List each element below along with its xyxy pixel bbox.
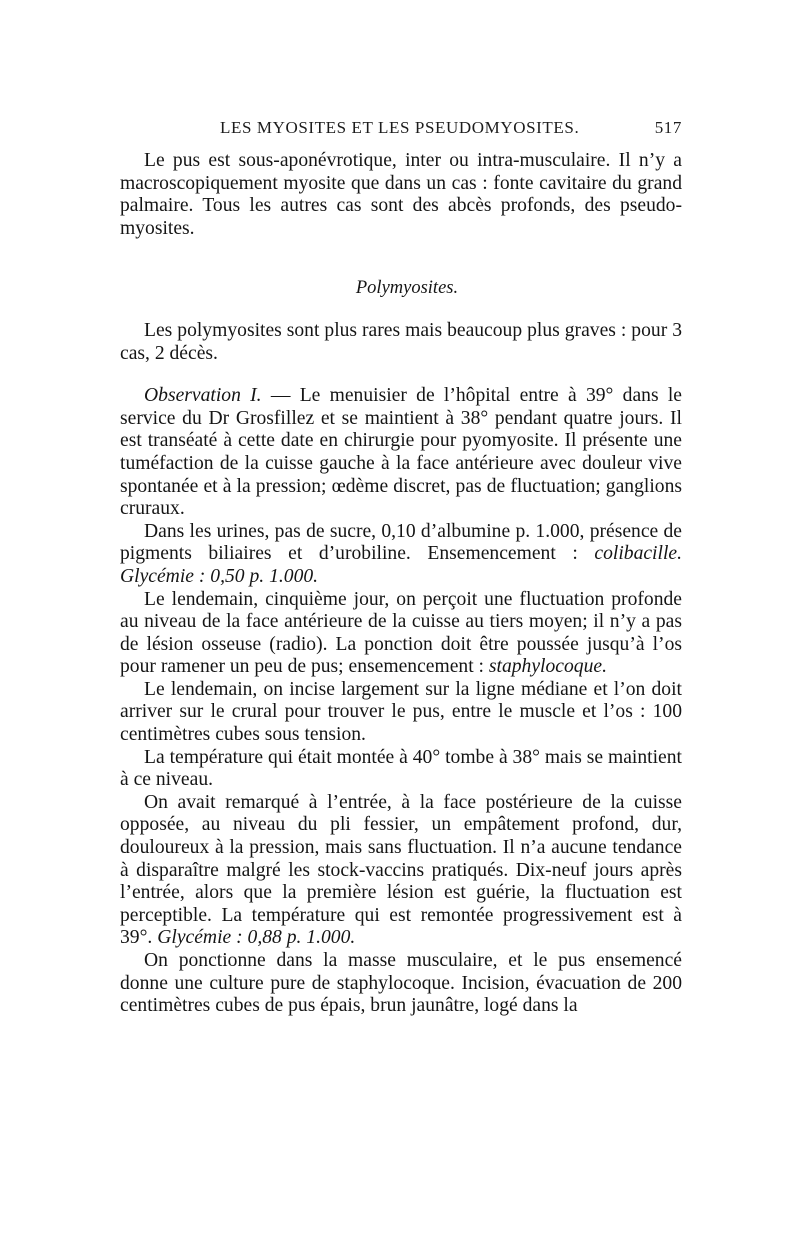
paragraph-observation: [120, 385, 682, 521]
paragraph-temperature: La température qui était montée à 40° tombe à 38° mais se maintient à ce niveau.: [120, 746, 682, 791]
paragraph-fluctuation: [120, 589, 682, 679]
posterior-text: On avait remarqué à l’entrée, à la face postérieure de la cuisse opposée, au niveau du pli fessier, un empâtement profond, dur, douloureux à la pression, mais sans fluctuation. Il n’a aucune tendance à disparaître malgré les stock-vaccins pratiqués. Dix-neuf jours après l’entrée, alors que la première lésion est guérie, la fluctuation est perceptible. La température qui est remontée progressivement est à 39°.: [120, 791, 682, 949]
paragraph-incision: Le lendemain, on incise largement sur la ligne médiane et l’on doit arriver sur le crural pour trouver le pus, entre le muscle et l’os : 100 centimètres cubes sous tension.: [120, 678, 682, 746]
paragraph-puncture: On ponctionne dans la masse musculaire, et le pus ensemencé donne une culture pure de staphylocoque. Incision, évacuation de 200 centimètres cubes de pus épais, brun jaunâtre, logé dans la: [120, 950, 682, 1017]
fluctuation-italic: staphylocoque.: [488, 656, 607, 678]
page-body: [120, 150, 682, 1018]
observation-label: Observation I.: [144, 385, 262, 407]
page-number: 517: [654, 118, 682, 137]
running-title: LES MYOSITES ET LES PSEUDOMYOSITES.: [220, 118, 580, 137]
paragraph-polymyosites: Les polymyosites sont plus rares mais beaucoup plus graves : pour 3 cas, 2 décès.: [120, 319, 682, 364]
section-title: Polymyosites.: [355, 278, 459, 299]
fluctuation-text: Le lendemain, cinquième jour, on perçoit une fluctuation profonde au niveau de la face antérieure de la cuisse au tiers moyen; il n’y a pas de lésion osseuse (radio). La ponction doit être poussée jusqu’à l’os pour ramener un peu de pus; ensemencement :: [120, 588, 682, 678]
observation-text: — Le menuisier de l’hôpital entre à 39° dans le service du Dr Grosfillez et se maintient à 38° pendant quatre jours. Il est transéaté à cette date en chirurgie pour pyomyosite. Il présente une tuméfaction de la cuisse gauche à la face antérieure avec douleur vive spontanée et à la pression; œdème discret, pas de fluctuation; ganglions cruraux.: [120, 385, 682, 520]
urines-text: Dans les urines, pas de sucre, 0,10 d’albumine p. 1.000, présence de pigments biliaires et d’urobiline. Ensemencement :: [120, 520, 682, 565]
paragraph-intro: Le pus est sous-aponévrotique, inter ou intra-musculaire. Il n’y a macroscopiquement myosite que dans un cas : fonte cavitaire du grand palmaire. Tous les autres cas sont des abcès profonds, des pseudo-myosites.: [120, 150, 682, 239]
paragraph-urines: [120, 521, 682, 589]
paragraph-posterior: [120, 792, 682, 950]
page-header: [210, 118, 682, 144]
posterior-italic: Glycémie : 0,88 p. 1.000.: [157, 927, 356, 949]
urines-italic: colibacille. Glycémie : 0,50 p. 1.000.: [120, 543, 682, 587]
